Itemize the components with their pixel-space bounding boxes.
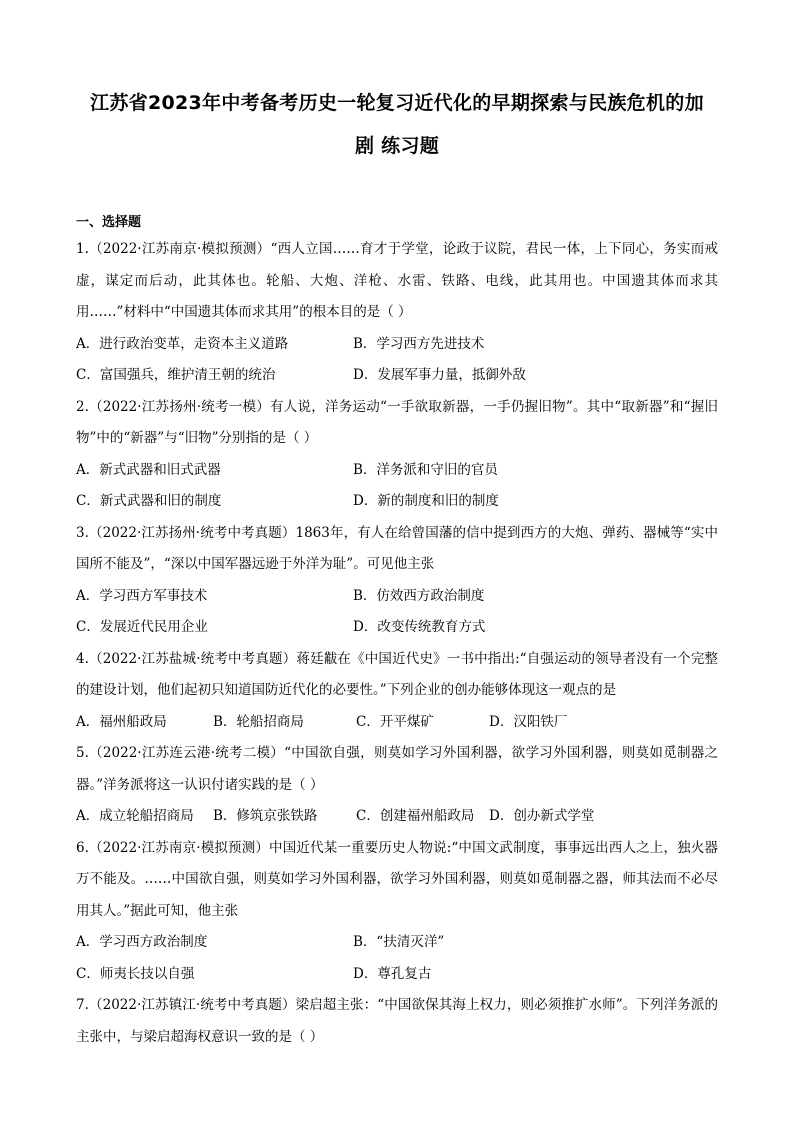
question-stem: 2.（2022·江苏扬州·统考一模）有人说，洋务运动“一手欲取新器，一手仍握旧物”。其中“取新器”和“握旧物”中的“新器”与“旧物”分别指的是（ ） <box>76 398 718 446</box>
question-options <box>76 329 718 392</box>
answer-option: D．汉阳铁厂 <box>489 713 568 730</box>
answer-option: D．新的制度和旧的制度 <box>353 493 499 509</box>
question-item <box>76 738 718 833</box>
answer-option: C．富国强兵，维护清王朝的统治 <box>76 367 276 383</box>
document-title-line-1: 江苏省2023年中考备考历史一轮复习近代化的早期探索与民族危机的加 <box>90 92 704 114</box>
answer-option: B．洋务派和守旧的官员 <box>353 461 498 478</box>
question-stem: 1.（2022·江苏南京·模拟预测）“西人立国……育才于学堂，论政于议院，君民一体，上下同心，务实而戒虚，谋定而后动，此其体也。轮船、大炮、洋枪、水雷、铁路、电线，此其用也。中国遗其体而求其用……”材料中“中国遗其体而求其用”的根本目的是（ ） <box>76 241 718 320</box>
question-item <box>76 833 718 991</box>
section-heading: 一、选择题 <box>76 215 142 230</box>
question-item <box>76 392 718 518</box>
answer-option: A．新式武器和旧式武器 <box>76 461 221 478</box>
question-list <box>76 234 718 1053</box>
question-stem: 7.（2022·江苏镇江·统考中考真题）梁启超主张：“中国欲保其海上权力，则必须推扩水师”。下列洋务派的主张中，与梁启超海权意识一致的是（ ） <box>76 997 718 1045</box>
question-item <box>76 644 718 739</box>
answer-option: B．学习西方先进技术 <box>353 335 485 352</box>
answer-option: C．发展近代民用企业 <box>76 619 208 635</box>
question-options <box>76 801 718 833</box>
answer-option: A．福州船政局 <box>76 713 167 730</box>
question-stem: 6.（2022·江苏南京·模拟预测）中国近代某一重要历史人物说:“中国文武制度，事事远出西人之上，独火器万不能及。……中国欲自强，则莫如学习外国利器，欲学习外国利器，则莫如觅制器之器，师其法而不必尽用其人。”据此可知，他主张 <box>76 839 718 919</box>
document-title <box>76 82 718 168</box>
answer-option: B．修筑京张铁路 <box>213 808 318 824</box>
question-options <box>76 455 718 518</box>
answer-option: C．师夷长技以自强 <box>76 965 195 982</box>
answer-option: C．开平煤矿 <box>356 713 434 730</box>
question-stem: 5.（2022·江苏连云港·统考二模）“中国欲自强，则莫如学习外国利器，欲学习外国利器，则莫如觅制器之器。”洋务派将这一认识付诸实践的是（ ） <box>76 745 718 793</box>
answer-option: D．改变传统教育方式 <box>353 619 486 635</box>
answer-option: D．尊孔复古 <box>353 965 432 982</box>
answer-option: A．进行政治变革，走资本主义道路 <box>76 335 289 352</box>
question-item <box>76 518 718 644</box>
question-item <box>76 990 718 1053</box>
question-stem: 4.（2022·江苏盐城·统考中考真题）蒋廷黻在《中国近代史》一书中指出:“自强运动的领导者没有一个完整的建设计划，他们起初只知道国防近代化的必要性。”下列企业的创办能够体现这一观点的是 <box>76 650 718 698</box>
question-options <box>76 581 718 644</box>
question-options <box>76 927 718 990</box>
answer-option: C．新式武器和旧的制度 <box>76 493 222 509</box>
answer-option: A．成立轮船招商局 <box>76 808 194 824</box>
question-options <box>76 707 718 739</box>
answer-option: B．仿效西方政治制度 <box>353 587 485 604</box>
answer-option: C．创建福州船政局 <box>356 808 475 824</box>
answer-option: D．发展军事力量，抵御外敌 <box>353 367 526 383</box>
question-item <box>76 234 718 392</box>
document-title-line-2: 剧 练习题 <box>354 135 440 157</box>
answer-option: A．学习西方军事技术 <box>76 587 208 604</box>
question-stem: 3.（2022·江苏扬州·统考中考真题）1863年，有人在给曾国藩的信中提到西方的大炮、弹药、器械等“实中国所不能及”，“深以中国军器远逊于外洋为耻”。可见他主张 <box>76 524 718 572</box>
answer-option: A．学习西方政治制度 <box>76 934 208 950</box>
answer-option: B．轮船招商局 <box>213 713 304 730</box>
answer-option: B．“扶清灭洋” <box>353 934 445 950</box>
answer-option: D．创办新式学堂 <box>489 808 595 824</box>
